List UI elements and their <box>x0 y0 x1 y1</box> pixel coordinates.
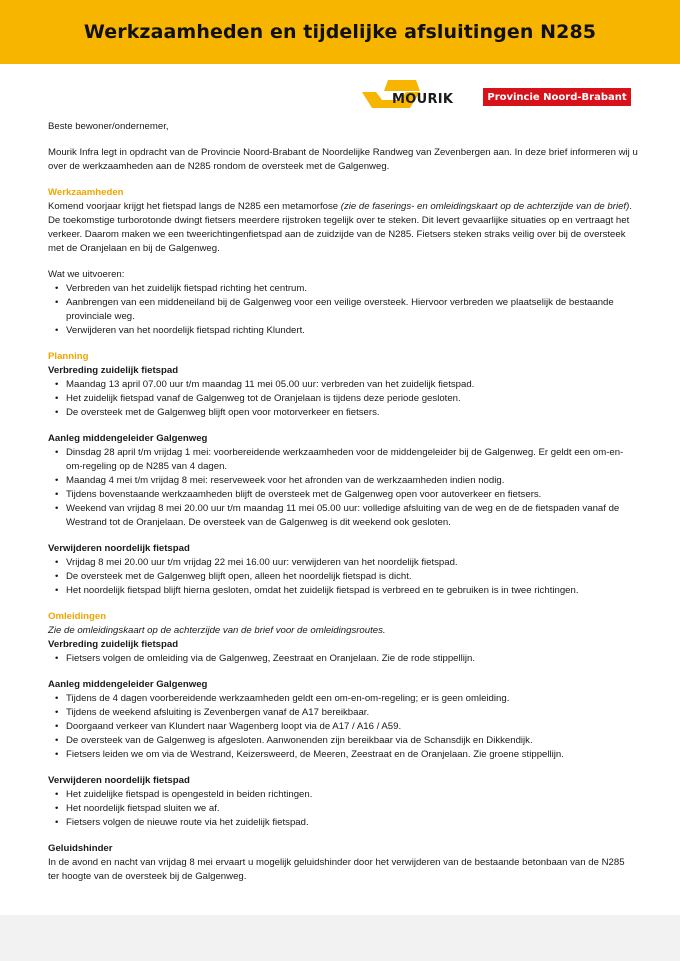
list-item: • Tijdens de weekend afsluiting is Zevenbergen vanaf de A17 bereikbaar. <box>66 706 638 720</box>
page-title: Werkzaamheden en tijdelijke afsluitingen N285 <box>83 21 597 43</box>
list-item: • Maandag 13 april 07.00 uur t/m maandag 11 mei 05.00 uur: verbreden van het zuidelijk fietspad. <box>66 378 638 392</box>
list-item: • Doorgaand verkeer van Klundert naar Wagenberg loopt via de A17 / A16 / A59. <box>66 720 638 734</box>
heading-planning: Planning <box>48 351 89 362</box>
list-item: • Fietsers leiden we om via de Westrand, Keizersweerd, de Meeren, Zeestraat en de Oranjelaan. Zie groene stippellijn. <box>66 748 638 762</box>
list-intro: Wat we uitvoeren: <box>48 269 125 280</box>
list-item: • De oversteek met de Galgenweg blijft open voor motorverkeer en fietsers. <box>66 406 638 420</box>
mourik-wordmark: MOURIK <box>392 92 454 107</box>
geluidshinder-paragraph: In de avond en nacht van vrijdag 8 mei ervaart u mogelijk geluidshinder door het verwijderen van de bestaande betonbaan van de N285 ter hoogte van de oversteek bij de Galgenweg. <box>48 857 625 882</box>
logo-bar <box>0 78 680 112</box>
list-item: • De oversteek van de Galgenweg is afgesloten. Aanwonenden zijn bereikbaar via de Schansdijk en Dikkendijk. <box>66 734 638 748</box>
subheading: Verbreding zuidelijk fietspad <box>48 639 179 650</box>
list-item: • Dinsdag 28 april t/m vrijdag 1 mei: voorbereidende werkzaamheden voor de middengeleider bij de Galgenweg. Er geldt een om-en-om-regeling op de N285 van 4 dagen. <box>66 446 638 474</box>
letter-body <box>48 120 638 884</box>
werkzaamheden-text-start: Komend voorjaar krijgt het fietspad langs de N285 een metamorfose <box>48 201 341 212</box>
planning-list-3 <box>48 556 638 598</box>
omleidingen-note: Zie de omleidingskaart op de achterzijde van de brief voor de omleidingsroutes. <box>48 625 386 636</box>
subheading: Verbreding zuidelijk fietspad <box>48 365 179 376</box>
subheading: Aanleg middengeleider Galgenweg <box>48 433 208 444</box>
list-item: • De oversteek met de Galgenweg blijft open, alleen het noordelijk fietspad is dicht. <box>66 570 638 584</box>
list-item: • Fietsers volgen de nieuwe route via het zuidelijk fietspad. <box>66 816 638 830</box>
title-banner <box>0 0 680 64</box>
werkzaamheden-text-italic: (zie de faserings- en omleidingskaart op de achterzijde van de brief) <box>340 201 630 212</box>
subheading: Verwijderen noordelijk fietspad <box>48 543 190 554</box>
intro-paragraph: Mourik Infra legt in opdracht van de Provincie Noord-Brabant de Noordelijke Randweg van Zevenbergen aan. In deze brief informeren wij u over de werkzaamheden aan de N285 rondom de oversteek met de Galgenweg. <box>48 147 638 172</box>
subheading: Verwijderen noordelijk fietspad <box>48 775 190 786</box>
list-item: • Weekend van vrijdag 8 mei 20.00 uur t/m maandag 11 mei 05.00 uur: volledige afsluiting van de weg en de de fietspaden vanaf de Westrand tot de Oranjelaan. De oversteek van de Galgenweg is dit weekend ook gesloten. <box>66 502 638 530</box>
list-item: • Het noordelijk fietspad sluiten we af. <box>66 802 638 816</box>
list-item: • Het noordelijk fietspad blijft hierna gesloten, omdat het zuidelijk fietspad is verbreed en te gebruiken is in twee richtingen. <box>66 584 638 598</box>
list-item: • Maandag 4 mei t/m vrijdag 8 mei: reserveweek voor het afronden van de werkzaamheden indien nodig. <box>66 474 638 488</box>
planning-list-1 <box>48 378 638 420</box>
heading-omleidingen: Omleidingen <box>48 611 107 622</box>
list-item: • Het zuidelijke fietspad is opengesteld in beiden richtingen. <box>66 788 638 802</box>
list-item: • Tijdens bovenstaande werkzaamheden blijft de oversteek met de Galgenweg open voor autoverkeer en fietsers. <box>66 488 638 502</box>
list-item: • Verwijderen van het noordelijk fietspad richting Klundert. <box>66 324 638 338</box>
omleidingen-list-1 <box>48 652 638 666</box>
list-item: • Aanbrengen van een middeneiland bij de Galgenweg voor een veilige oversteek. Hiervoor verbreden we plaatselijk de bestaande provinciale weg. <box>66 296 638 324</box>
omleidingen-list-3 <box>48 788 638 830</box>
omleidingen-list-2 <box>48 692 638 762</box>
list-item: • Tijdens de 4 dagen voorbereidende werkzaamheden geldt een om-en-om-regeling; er is geen omleiding. <box>66 692 638 706</box>
heading-geluidshinder: Geluidshinder <box>48 843 113 854</box>
list-item: • Fietsers volgen de omleiding via de Galgenweg, Zeestraat en Oranjelaan. Zie de rode stippellijn. <box>66 652 638 666</box>
list-item: • Vrijdag 8 mei 20.00 uur t/m vrijdag 22 mei 16.00 uur: verwijderen van het noordelijk fietspad. <box>66 556 638 570</box>
werkzaamheden-list <box>48 282 638 338</box>
list-item: • Het zuidelijk fietspad vanaf de Galgenweg tot de Oranjelaan is tijdens deze periode gesloten. <box>66 392 638 406</box>
heading-werkzaamheden: Werkzaamheden <box>48 187 124 198</box>
salutation: Beste bewoner/ondernemer, <box>48 121 169 132</box>
werkzaamheden-text-end: . De toekomstige turborotonde dwingt fietsers meerdere rijstroken tegelijk over te steken. Dit levert gevaarlijke situaties op en vertraagt het verkeer. Daarom maken we een tweerichtingenfietspad aan de zuidzijde van de N285. Fietsers steken straks veilig over bij de oversteek met de Oranjelaan en bij de Galgenweg. <box>48 201 632 254</box>
list-item: • Verbreden van het zuidelijk fietspad richting het centrum. <box>66 282 638 296</box>
mourik-logo <box>362 78 466 110</box>
planning-list-2 <box>48 446 638 530</box>
werkzaamheden-paragraph <box>48 200 638 256</box>
province-logo: Provincie Noord-Brabant <box>483 88 631 106</box>
subheading: Aanleg middengeleider Galgenweg <box>48 679 208 690</box>
